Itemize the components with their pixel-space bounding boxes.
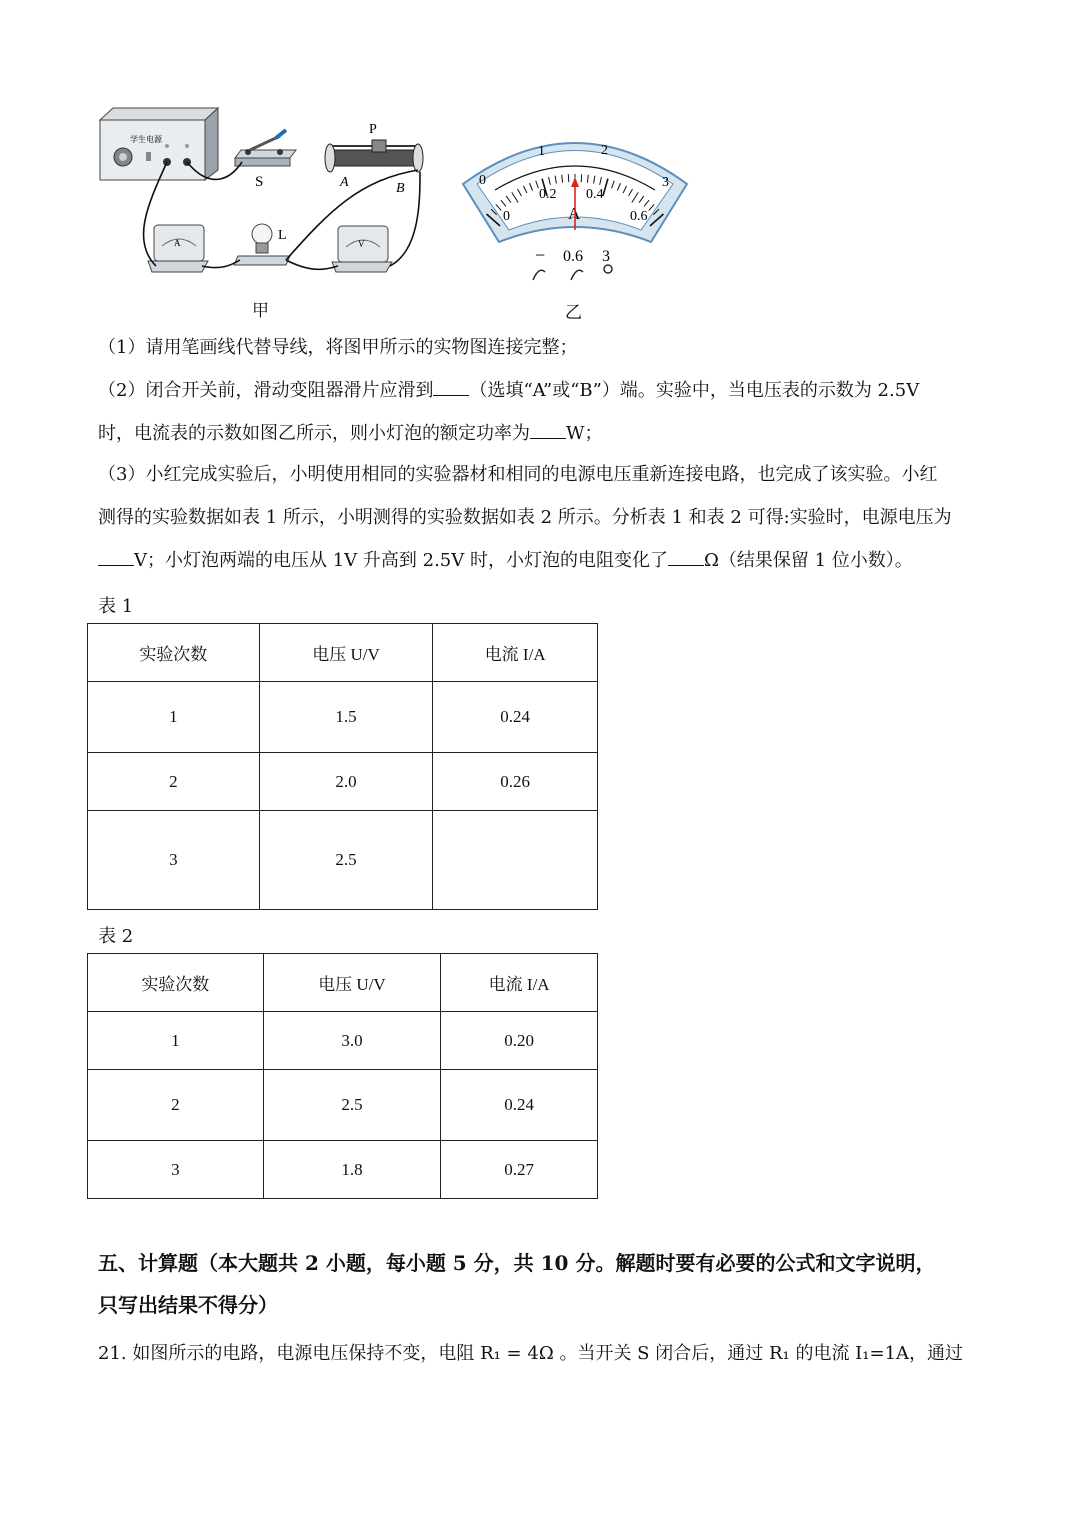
q2-text-c: 时，电流表的示数如图乙所示，则小灯泡的额定功率为 bbox=[98, 423, 530, 444]
table-cell: 0.27 bbox=[441, 1141, 598, 1199]
upper-scale-2: 2 bbox=[601, 143, 608, 158]
table-cell: 3 bbox=[88, 811, 260, 910]
answer-blank-end[interactable] bbox=[433, 379, 469, 396]
question-3-line-1: （3）小红完成实验后，小明使用相同的实验器材和相同的电源电压重新连接电路，也完成了该实验。小红 bbox=[98, 464, 938, 485]
table-cell-empty bbox=[433, 811, 598, 910]
table-cell: 1 bbox=[88, 682, 260, 753]
table-1-header: 电流 I/A bbox=[433, 624, 598, 682]
upper-scale-3: 3 bbox=[662, 175, 669, 190]
table-row bbox=[88, 682, 598, 753]
table-cell: 2.5 bbox=[259, 811, 433, 910]
table-cell: 0.26 bbox=[433, 753, 598, 811]
table-1-header: 实验次数 bbox=[88, 624, 260, 682]
table-row bbox=[88, 1070, 598, 1141]
table-cell: 3 bbox=[88, 1141, 264, 1199]
table-2-header-row bbox=[88, 954, 598, 1012]
rheostat-slider-label: P bbox=[369, 122, 377, 137]
table-2-header: 电压 U/V bbox=[263, 954, 441, 1012]
table-cell: 0.24 bbox=[433, 682, 598, 753]
section-heading-line-2: 只写出结果不得分） bbox=[98, 1293, 278, 1317]
answer-blank-voltage[interactable] bbox=[98, 549, 134, 566]
table-2 bbox=[87, 953, 598, 1199]
question-3-line-3 bbox=[98, 549, 913, 572]
switch bbox=[235, 130, 296, 190]
rheostat bbox=[325, 122, 423, 196]
upper-scale-0: 0 bbox=[479, 173, 486, 188]
figure-caption-right: 乙 bbox=[565, 303, 582, 323]
table-row bbox=[88, 1012, 598, 1070]
table-2-header: 实验次数 bbox=[88, 954, 264, 1012]
table-cell: 0.24 bbox=[441, 1070, 598, 1141]
terminal-3: 3 bbox=[602, 248, 610, 265]
question-21: 21. 如图所示的电路，电源电压保持不变，电阻 R₁ = 4Ω 。当开关 S 闭合后，通过 R₁ 的电流 I₁=1A，通过 bbox=[98, 1343, 964, 1364]
question-1: （1）请用笔画线代替导线，将图甲所示的实物图连接完整； bbox=[98, 337, 578, 358]
question-2-line-2 bbox=[98, 422, 603, 445]
upper-scale-1: 1 bbox=[538, 144, 545, 159]
section-heading-line-1: 五、计算题（本大题共 2 小题，每小题 5 分，共 10 分。解题时要有必要的公式和文字说明， bbox=[98, 1251, 936, 1275]
question-2-line-1 bbox=[98, 379, 919, 402]
table-cell: 1.8 bbox=[263, 1141, 441, 1199]
lower-scale-0-2: 0.2 bbox=[539, 187, 557, 202]
table-1 bbox=[87, 623, 598, 910]
rheostat-end-b-label: B bbox=[396, 181, 405, 196]
power-supply bbox=[100, 108, 218, 180]
table-cell: 1.5 bbox=[259, 682, 433, 753]
table-1-caption: 表 1 bbox=[98, 596, 134, 617]
answer-blank-resistance[interactable] bbox=[668, 549, 704, 566]
ammeter-symbol: A bbox=[174, 238, 181, 248]
ammeter bbox=[148, 225, 208, 272]
lower-scale-0-6: 0.6 bbox=[630, 209, 648, 224]
terminal-0-6: 0.6 bbox=[563, 248, 583, 265]
table-cell: 3.0 bbox=[263, 1012, 441, 1070]
dial-unit-symbol: A bbox=[568, 204, 581, 223]
table-cell: 1 bbox=[88, 1012, 264, 1070]
table-cell: 0.20 bbox=[441, 1012, 598, 1070]
table-cell: 2 bbox=[88, 753, 260, 811]
table-row bbox=[88, 753, 598, 811]
table-2-header: 电流 I/A bbox=[441, 954, 598, 1012]
question-3-line-2: 测得的实验数据如表 1 所示，小明测得的实验数据如表 2 所示。分析表 1 和表 2 可得:实验时，电源电压为 bbox=[98, 507, 952, 528]
lamp-label: L bbox=[278, 228, 287, 243]
q2-text-d: W； bbox=[566, 423, 603, 444]
switch-label: S bbox=[255, 174, 264, 190]
lamp bbox=[234, 224, 290, 265]
table-1-header: 电压 U/V bbox=[259, 624, 433, 682]
q3-text-b: Ω（结果保留 1 位小数）。 bbox=[703, 550, 913, 571]
q2-text-b: （选填“A”或“B”）端。实验中，当电压表的示数为 2.5V bbox=[469, 380, 920, 401]
ammeter-dial-figure bbox=[455, 122, 695, 292]
lower-scale-0-4: 0.4 bbox=[586, 187, 604, 202]
table-cell: 2 bbox=[88, 1070, 264, 1141]
terminal-negative: − bbox=[535, 245, 546, 265]
table-1-header-row bbox=[88, 624, 598, 682]
table-cell: 2.5 bbox=[263, 1070, 441, 1141]
table-cell: 2.0 bbox=[259, 753, 433, 811]
rheostat-end-a-label: A bbox=[340, 175, 349, 190]
voltmeter bbox=[332, 226, 392, 272]
lower-scale-0: 0 bbox=[503, 209, 510, 224]
figure-caption-left: 甲 bbox=[252, 301, 269, 321]
circuit-figure bbox=[90, 100, 450, 300]
voltmeter-symbol: V bbox=[358, 239, 365, 249]
table-2-caption: 表 2 bbox=[98, 926, 134, 947]
power-supply-label: 学生电源 bbox=[130, 135, 162, 144]
q2-text-a: （2）闭合开关前，滑动变阻器滑片应滑到 bbox=[98, 380, 434, 401]
table-row bbox=[88, 811, 598, 910]
answer-blank-power[interactable] bbox=[530, 422, 566, 439]
q3-text-a: V；小灯泡两端的电压从 1V 升高到 2.5V 时，小灯泡的电阻变化了 bbox=[134, 550, 668, 571]
table-row bbox=[88, 1141, 598, 1199]
